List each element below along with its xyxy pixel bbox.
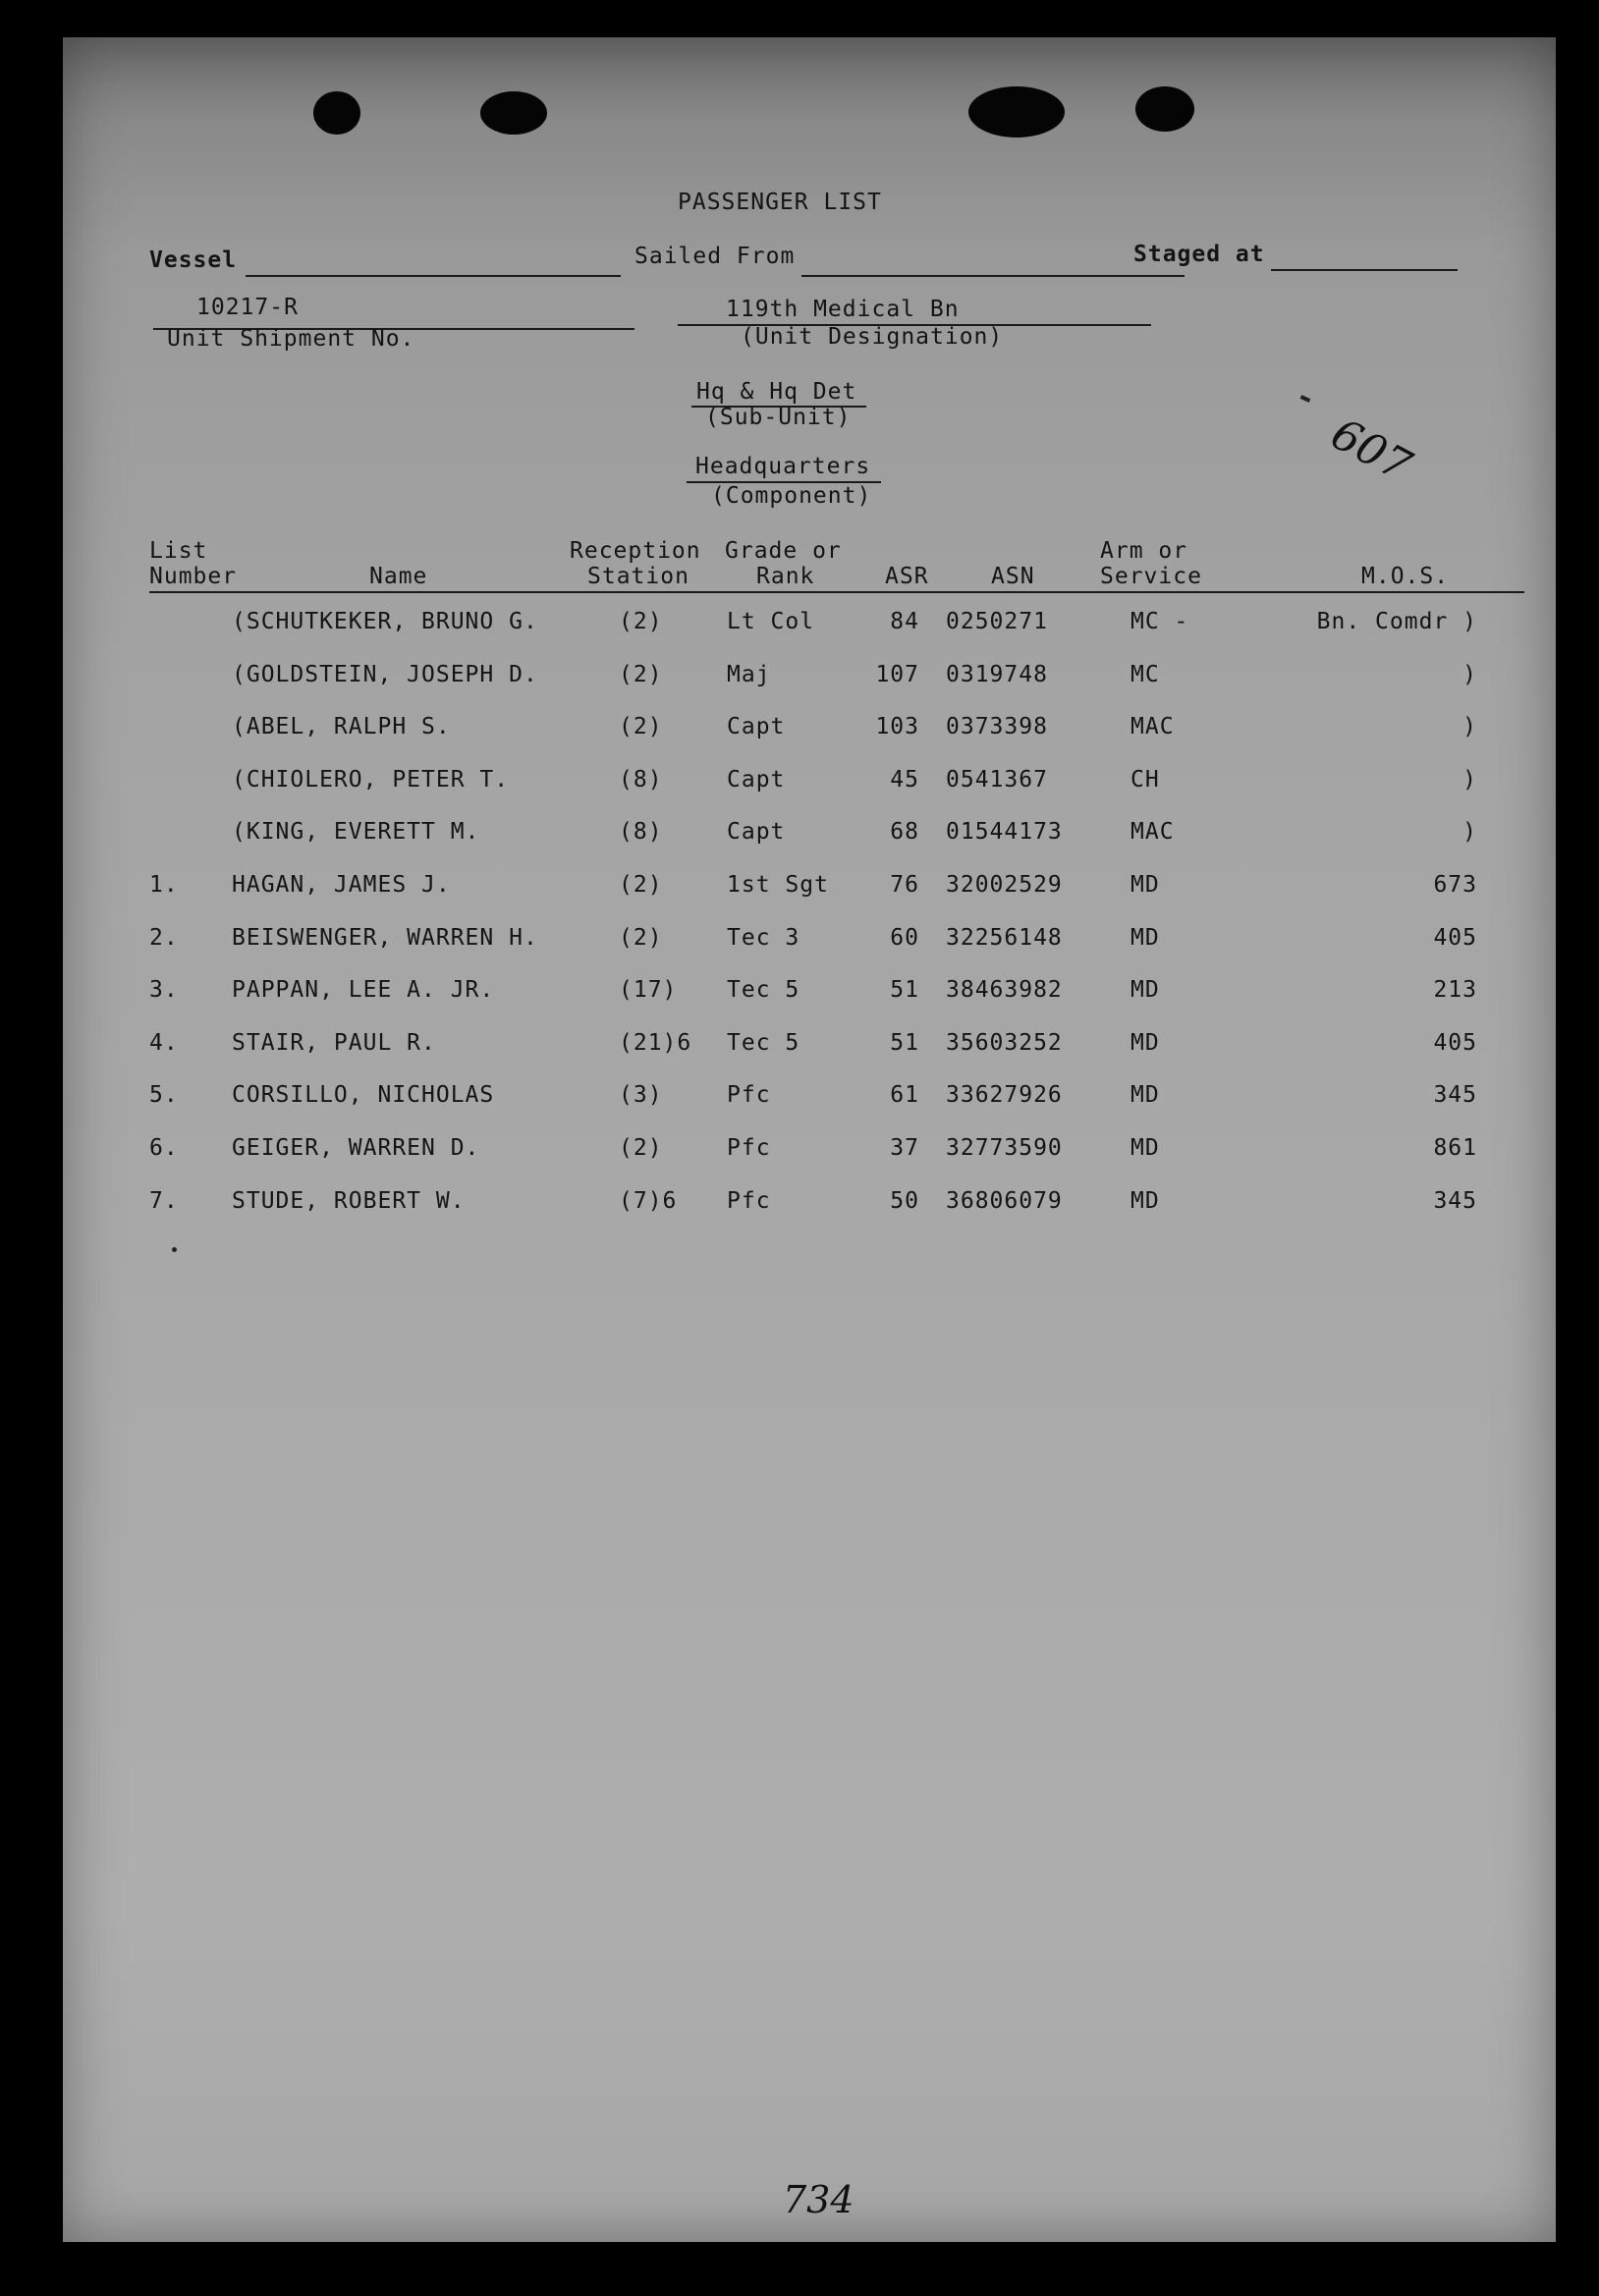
asn-value: 01544173 bbox=[946, 819, 1063, 846]
grade-rank: Pfc bbox=[727, 1082, 771, 1109]
grade-rank: Tec 5 bbox=[727, 1029, 800, 1056]
sailed-from-field-line bbox=[801, 275, 1185, 277]
arm-service: MC - bbox=[1130, 609, 1189, 634]
header-grade-line2: Rank bbox=[756, 564, 815, 589]
asn-value: 35603252 bbox=[946, 1029, 1063, 1056]
reception-station: (17) bbox=[619, 977, 678, 1004]
arm-service: MD bbox=[1130, 1082, 1160, 1109]
grade-rank: 1st Sgt bbox=[727, 872, 829, 898]
punch-hole bbox=[1135, 86, 1194, 132]
reception-station: (2) bbox=[619, 661, 663, 687]
list-number: 5. bbox=[149, 1082, 179, 1109]
arm-service: CH bbox=[1130, 766, 1160, 793]
reception-station: (21)6 bbox=[619, 1029, 692, 1056]
vessel-field-line bbox=[246, 275, 621, 277]
header-list-number-line2: Number bbox=[149, 564, 238, 589]
reception-station: (8) bbox=[619, 819, 663, 846]
pen-tick-mark bbox=[1300, 395, 1311, 403]
arm-service: MD bbox=[1130, 872, 1160, 898]
arm-service: MAC bbox=[1130, 714, 1175, 740]
mos-value: 405 bbox=[1433, 1029, 1477, 1056]
arm-service: MD bbox=[1130, 977, 1160, 1004]
arm-service: MD bbox=[1130, 1029, 1160, 1056]
list-number: 3. bbox=[149, 977, 179, 1004]
asr-value: 51 bbox=[890, 977, 919, 1004]
passenger-name: HAGAN, JAMES J. bbox=[232, 872, 451, 898]
header-asr: ASR bbox=[885, 564, 929, 589]
reception-station: (3) bbox=[619, 1082, 663, 1109]
mos-value: ) bbox=[1462, 819, 1477, 846]
reception-station: (2) bbox=[619, 924, 663, 951]
mos-value: 345 bbox=[1433, 1187, 1477, 1214]
mos-value: 405 bbox=[1433, 924, 1477, 951]
passenger-name: CORSILLO, NICHOLAS bbox=[232, 1082, 495, 1109]
grade-rank: Capt bbox=[727, 766, 786, 793]
asn-value: 0373398 bbox=[946, 714, 1048, 740]
asr-value: 51 bbox=[890, 1029, 919, 1056]
header-mos: M.O.S. bbox=[1361, 564, 1450, 589]
reception-station: (2) bbox=[619, 714, 663, 740]
reception-station: (7)6 bbox=[619, 1187, 678, 1214]
asn-value: 38463982 bbox=[946, 977, 1063, 1004]
asr-value: 84 bbox=[890, 609, 919, 634]
mos-value: 673 bbox=[1433, 872, 1477, 898]
header-grade-line1: Grade or bbox=[725, 538, 842, 564]
component: Headquarters bbox=[695, 454, 871, 479]
asn-value: 36806079 bbox=[946, 1187, 1063, 1214]
grade-rank: Capt bbox=[727, 714, 786, 740]
reception-station: (2) bbox=[619, 872, 663, 898]
asr-value: 103 bbox=[875, 714, 919, 740]
grade-rank: Tec 5 bbox=[727, 977, 800, 1004]
arm-service: MD bbox=[1130, 1135, 1160, 1161]
staged-at-field-line bbox=[1271, 269, 1458, 271]
header-list-number-line1: List bbox=[149, 538, 208, 564]
passenger-name: (CHIOLERO, PETER T. bbox=[232, 766, 510, 793]
sailed-from-label: Sailed From bbox=[634, 244, 796, 269]
passenger-list-page bbox=[63, 37, 1556, 2242]
document-title: PASSENGER LIST bbox=[678, 190, 882, 215]
arm-service: MD bbox=[1130, 924, 1160, 951]
mos-value: ) bbox=[1462, 714, 1477, 740]
unit-designation-label: (Unit Designation) bbox=[741, 324, 1004, 350]
mos-value: 213 bbox=[1433, 977, 1477, 1004]
mos-value: ) bbox=[1462, 766, 1477, 793]
mos-value: Bn. Comdr ) bbox=[1316, 609, 1477, 634]
stray-mark bbox=[172, 1247, 177, 1252]
vessel-label: Vessel bbox=[149, 247, 238, 273]
unit-designation: 119th Medical Bn bbox=[726, 297, 960, 322]
grade-rank: Pfc bbox=[727, 1135, 771, 1161]
header-name: Name bbox=[369, 564, 428, 589]
passenger-name: PAPPAN, LEE A. JR. bbox=[232, 977, 495, 1004]
arm-service: MC bbox=[1130, 661, 1160, 687]
unit-shipment-label: Unit Shipment No. bbox=[167, 326, 415, 352]
header-reception-line2: Station bbox=[587, 564, 689, 589]
grade-rank: Pfc bbox=[727, 1187, 771, 1214]
reception-station: (8) bbox=[619, 766, 663, 793]
grade-rank: Maj bbox=[727, 661, 771, 687]
asr-value: 50 bbox=[890, 1187, 919, 1214]
unit-shipment-no: 10217-R bbox=[196, 295, 299, 320]
list-number: 4. bbox=[149, 1029, 179, 1056]
passenger-name: STAIR, PAUL R. bbox=[232, 1029, 436, 1056]
passenger-name: (GOLDSTEIN, JOSEPH D. bbox=[232, 661, 538, 687]
page-number: 734 bbox=[783, 2178, 855, 2221]
asr-value: 107 bbox=[875, 661, 919, 687]
asn-value: 0250271 bbox=[946, 609, 1048, 634]
mos-value: 345 bbox=[1433, 1082, 1477, 1109]
passenger-name: (SCHUTKEKER, BRUNO G. bbox=[232, 609, 538, 634]
grade-rank: Lt Col bbox=[727, 609, 815, 634]
header-arm-line2: Service bbox=[1100, 564, 1202, 589]
list-number: 2. bbox=[149, 924, 179, 951]
reception-station: (2) bbox=[619, 1135, 663, 1161]
list-number: 1. bbox=[149, 872, 179, 898]
list-number: 6. bbox=[149, 1135, 179, 1161]
asr-value: 37 bbox=[890, 1135, 919, 1161]
mos-value: 861 bbox=[1433, 1135, 1477, 1161]
header-arm-line1: Arm or bbox=[1100, 538, 1188, 564]
passenger-name: STUDE, ROBERT W. bbox=[232, 1187, 466, 1214]
asn-value: 32773590 bbox=[946, 1135, 1063, 1161]
punch-hole bbox=[480, 91, 547, 135]
asr-value: 61 bbox=[890, 1082, 919, 1109]
asn-value: 33627926 bbox=[946, 1082, 1063, 1109]
list-number: 7. bbox=[149, 1187, 179, 1214]
handwritten-number: 607 bbox=[1322, 409, 1420, 492]
sub-unit: Hq & Hq Det bbox=[696, 379, 857, 405]
passenger-name: (KING, EVERETT M. bbox=[232, 819, 480, 846]
punch-hole bbox=[968, 86, 1065, 137]
header-rule bbox=[149, 591, 1524, 593]
passenger-name: (ABEL, RALPH S. bbox=[232, 714, 451, 740]
passenger-name: BEISWENGER, WARREN H. bbox=[232, 924, 538, 951]
asr-value: 76 bbox=[890, 872, 919, 898]
asn-value: 0319748 bbox=[946, 661, 1048, 687]
sub-unit-label: (Sub-Unit) bbox=[705, 405, 852, 430]
header-asn: ASN bbox=[991, 564, 1035, 589]
grade-rank: Capt bbox=[727, 819, 786, 846]
reception-station: (2) bbox=[619, 609, 663, 634]
mos-value: ) bbox=[1462, 661, 1477, 687]
punch-hole bbox=[313, 91, 360, 135]
staged-at-label: Staged at bbox=[1133, 242, 1265, 267]
arm-service: MD bbox=[1130, 1187, 1160, 1214]
asn-value: 32256148 bbox=[946, 924, 1063, 951]
asn-value: 32002529 bbox=[946, 872, 1063, 898]
component-label: (Component) bbox=[711, 483, 872, 509]
arm-service: MAC bbox=[1130, 819, 1175, 846]
asr-value: 45 bbox=[890, 766, 919, 793]
header-reception-line1: Reception bbox=[570, 538, 701, 564]
asn-value: 0541367 bbox=[946, 766, 1048, 793]
grade-rank: Tec 3 bbox=[727, 924, 800, 951]
asr-value: 68 bbox=[890, 819, 919, 846]
asr-value: 60 bbox=[890, 924, 919, 951]
passenger-name: GEIGER, WARREN D. bbox=[232, 1135, 480, 1161]
